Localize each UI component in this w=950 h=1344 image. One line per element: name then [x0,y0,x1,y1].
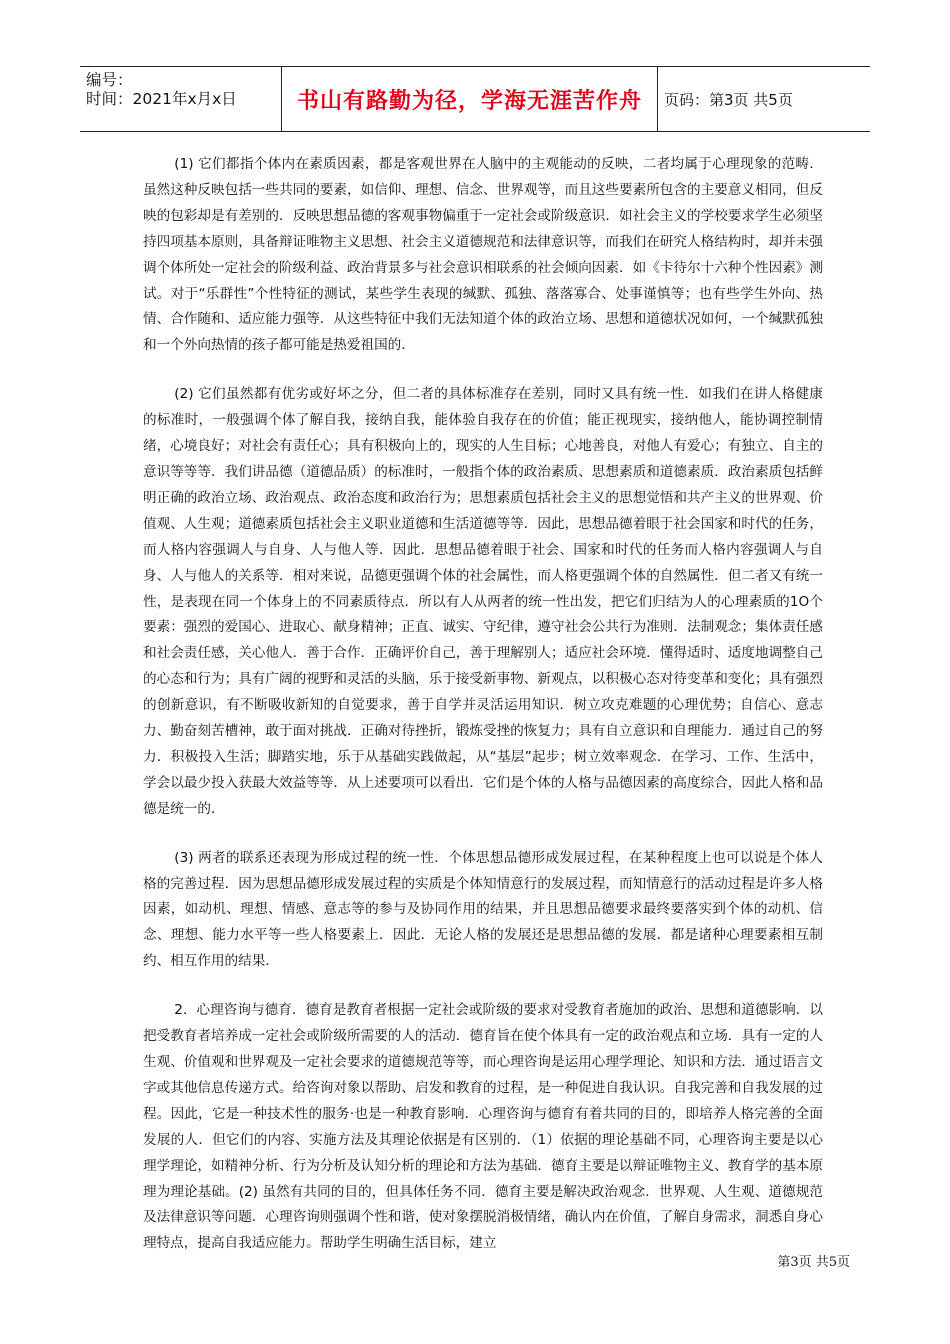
page-footer: 第3页 共5页 [777,1255,850,1270]
document-body [143,152,823,1280]
paragraph-1: (1) 它们都指个体内在素质因素，都是客观世界在人脑中的主观能动的反映，二者均属于心理现象的范畴．虽然这种反映包括一些共同的要素，如信仰、理想、信念、世界观等，而且这些要素所包含的主要意义相同，但反映的包彩却是有差别的．反映思想品德的客观事物偏重于一定社会或阶级意识．如社会主义的学校要求学生必须坚持四项基本原则，具备辩证唯物主义思想、社会主义道德规范和法律意识等，而我们在研究人格结构时，却并未强调个体所处一定社会的阶级利益、政治背景多与社会意识相联系的社会倾向因素．如《卡待尔十六种个性因素》测试。对于“乐群性”个性特征的测试，某些学生表现的缄默、孤独、落落寡合、处事谨慎等；也有些学生外向、热情、合作随和、适应能力强等．从这些特征中我们无法知道个体的政治立场、思想和道德状况如何，一个缄默孤独和一个外向热情的孩子都可能是热爱祖国的． [143,156,823,354]
paragraph-3: (3) 两者的联系还表现为形成过程的统一性．个体思想品德形成发展过程，在某种程度上也可以说是个体人格的完善过程．因为思想品德形成发展过程的实质是个体知情意行的发展过程，而知情意行的活动过程是许多人格因素，如动机、理想、情感、意志等的参与及协同作用的结果，并且思想品德要求最终要落实到个体的动机、信念、理想、能力水平等一些人格要素上．因此．无论人格的发展还是思想品德的发展．都是诸种心理要素相互制约、相互作用的结果． [143,849,823,970]
header-motto: 书山有路勤为径，学海无涯苦作舟 [296,88,642,114]
header-meta [86,71,276,127]
header-page-info: 页码：第3页 共5页 [664,90,793,109]
header-motto-cell [281,67,658,131]
paragraph-4: 2．心理咨询与德育．德育是教育者根据一定社会或阶级的要求对受教育者施加的政治、思想和道德影响．以把受教育者培养成一定社会或阶级所需要的人的活动．德育旨在使个体具有一定的政治观点和立场．具有一定的人生观、价值观和世界观及一定社会要求的道德规范等等，而心理咨询是运用心理学理论、知识和方法．通过语言文字或其他信息传递方式。给咨询对象以帮助、启发和教育的过程，是一种促进自我认识。自我完善和自我发展的过程。因此，它是一种技术性的服务·也是一种教育影响．心理咨询与德育有着共同的目的，即培养人格完善的全面发展的人．但它们的内容、实施方法及其理论依据是有区别的．（1）依据的理论基础不同，心理咨询主要是以心理学理论，如精神分析、行为分析及认知分析的理论和方法为基础．德育主要是以辩证唯物主义、教育学的基本原理为理论基础。(2) 虽然有共同的目的，但具体任务不同．德育主要是解决政治观念．世界观、人生观、道德规范及法律意识等问题．心理咨询则强调个性和谐，使对象摆脱消极情绪，确认内在价值，了解自身需求，洞悉自身心理特点，提高自我适应能力。帮助学生明确生活目标，建立 [143,1002,823,1252]
header-page-cell [664,67,870,131]
paragraph-2: (2) 它们虽然都有优劣或好坏之分，但二者的具体标准存在差别，同时又具有统一性．如我们在讲人格健康的标准时，一般强调个体了解自我，接纳自我，能体验自我存在的价值；能正视现实，接纳他人，能协调控制情绪，心境良好；对社会有责任心；具有积极向上的，现实的人生目标；心地善良，对他人有爱心；有独立、自主的意识等等等．我们讲品德（道德品质）的标准时，一般指个体的政治素质、思想素质和道德素质．政治素质包括鲜明正确的政治立场、政治观点、政治态度和政治行为；思想素质包括社会主义的思想觉悟和共产主义的世界观、价值观、人生观；道德素质包括社会主义职业道德和生活道德等等．因此，思想品德着眼于社会国家和时代的任务，而人格内容强调人与自身、人与他人等．因此．思想品德着眼于社会、国家和时代的任务而人格内容强调人与自身、人与他人的关系等．相对来说，品德更强调个体的社会属性，而人格更强调个体的自然属性．但二者又有统一性，是表现在同一个体身上的不同素质待点．所以有人从两者的统一性出发，把它们归结为人的心理素质的1O个要素：强烈的爱国心、进取心、献身精神；正直、诚实、守纪律，遵守社会公共行为准则．法制观念；集体责任感和社会责任感，关心他人．善于合作．正确评价自己，善于理解别人；适应社会环境．懂得适时、适度地调整自己的心态和行为；具有广阔的视野和灵活的头脑，乐于接受新事物、新观点，以积极心态对待变革和变化；具有强烈的创新意识，有不断吸收新知的自觉要求，善于自学并灵活运用知识．树立攻克难题的心理优势；自信心、意志力、勤奋刻苦槽神，敢于面对挑战．正确对待挫折，锻炼受挫的恢复力；具有自立意识和自理能力．通过自己的努力．积极投入生活；脚踏实地，乐于从基础实践做起，从“基层”起步；树立效率观念．在学习、工作、生活中，学会以最少投入获最大效益等等．从上述要项可以看出．它们是个体的人格与品德因素的高度综合，因此人格和品德是统一的． [143,386,823,817]
document-time-label: 时间：2021年x月x日 [86,90,237,108]
page-header [80,66,870,132]
document-number-label: 编号： [86,71,133,89]
